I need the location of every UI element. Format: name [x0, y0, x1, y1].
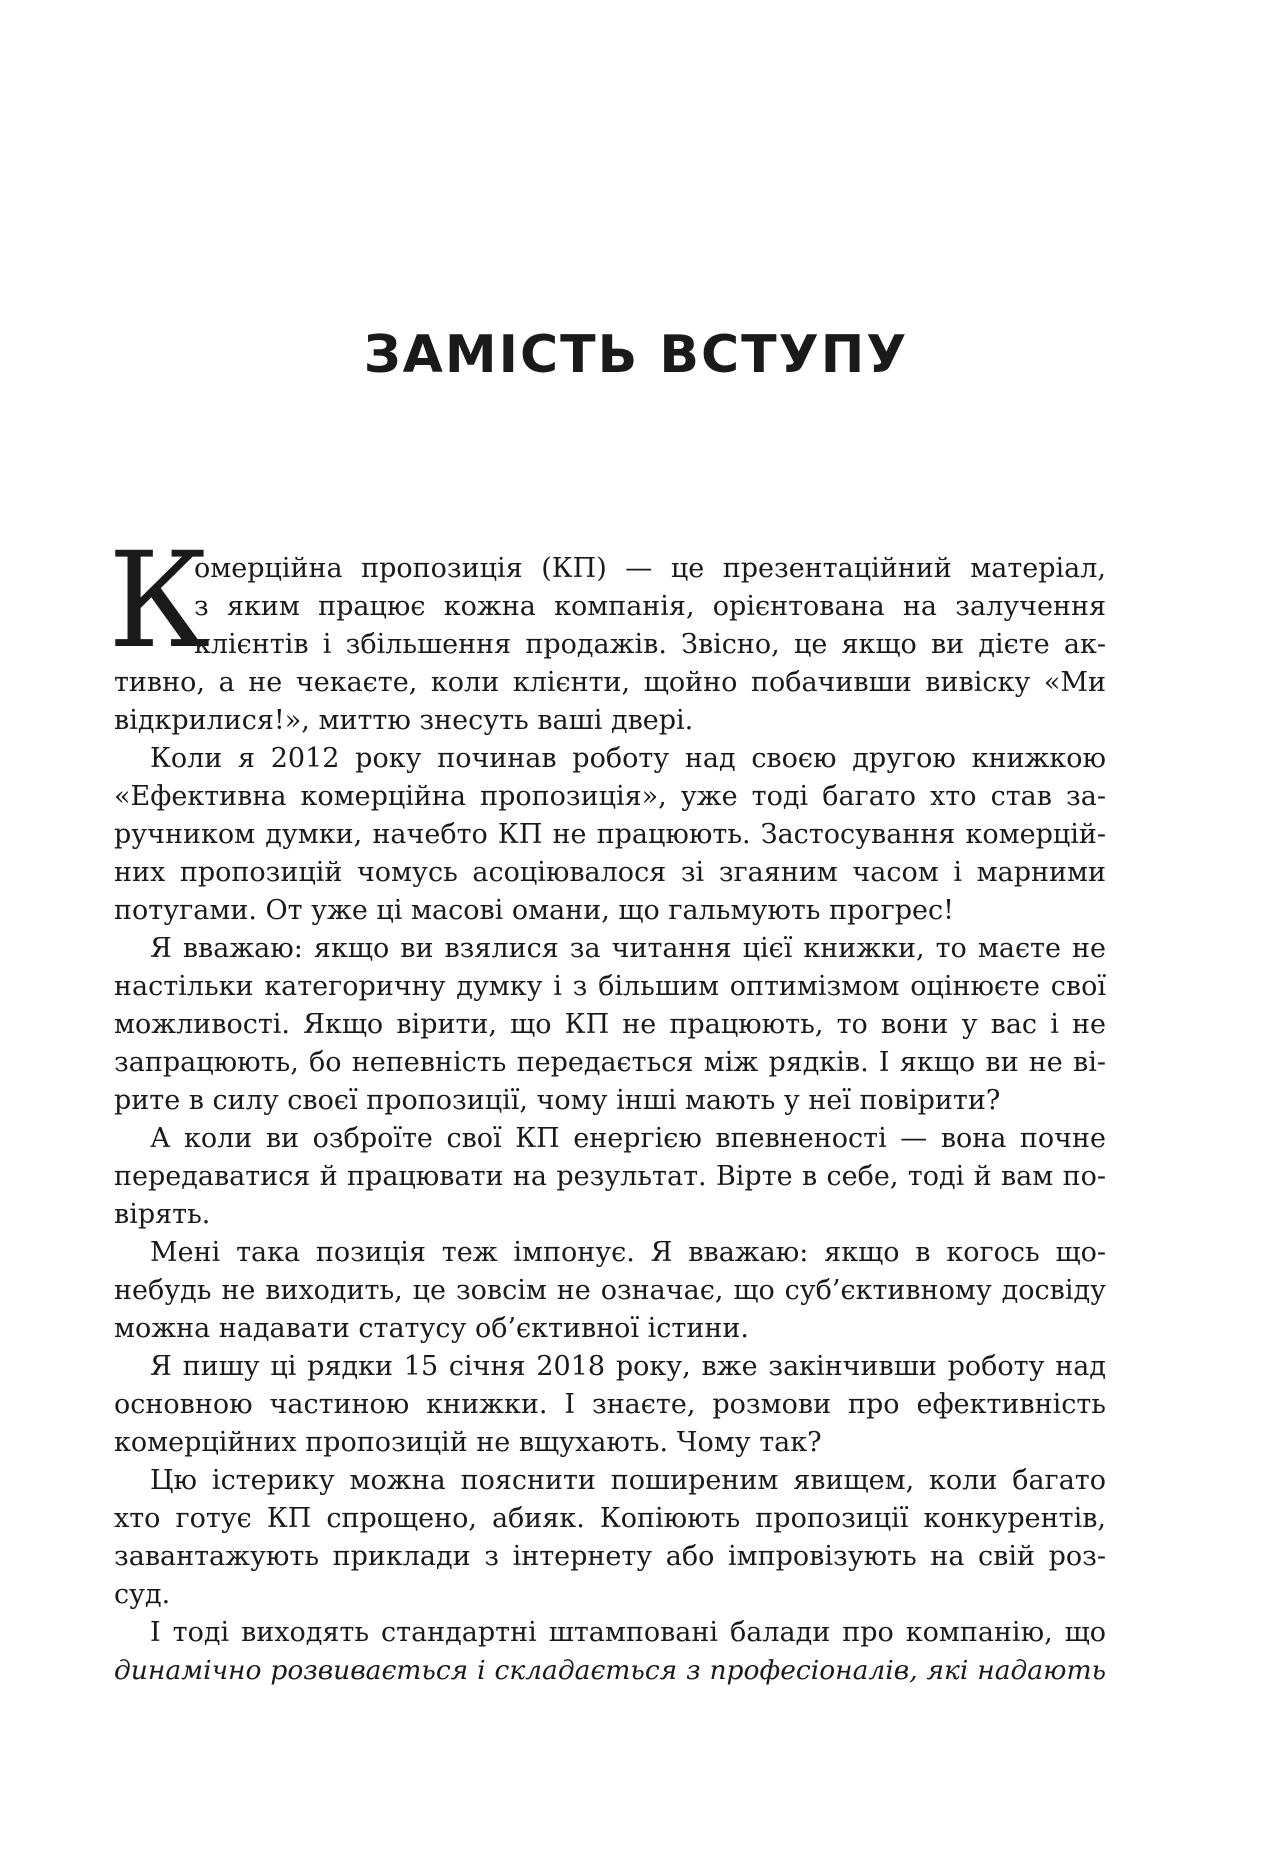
text-line: комерційних пропозицій не вщухають. Чому так? [114, 1427, 822, 1458]
text-line: хто готує КП спрощено, абияк. Копіюють пропозиції конкурентів, [114, 1503, 1106, 1534]
text-line: можливості. Якщо вірити, що КП не працюють, то вони у вас і не [114, 1009, 1106, 1040]
text-line: ручником думки, начебто КП не працюють. Застосування комерцій- [114, 819, 1106, 850]
text-line: запрацюють, бо непевність передається між рядків. І якщо ви не ві- [114, 1047, 1106, 1078]
text-line: Мені така позиція теж імпонує. Я вважаю: якщо в когось що- [150, 1237, 1106, 1268]
text-line: «Ефективна комерційна пропозиція», уже тоді багато хто став за- [114, 781, 1106, 812]
text-line: Я пишу ці рядки 15 січня 2018 року, вже закінчивши роботу над [150, 1351, 1106, 1382]
text-line: Я вважаю: якщо ви взялися за читання цієї книжки, то маєте не [150, 933, 1106, 964]
text-line: клієнтів і збільшення продажів. Звісно, це якщо ви дієте ак- [194, 629, 1106, 660]
text-line: завантажують приклади з інтернету або імпровізують на свій роз- [114, 1541, 1106, 1572]
text-line-italic: динамічно розвивається і складається з професіоналів, які надають [114, 1655, 1106, 1686]
text-line: А коли ви озброїте свої КП енергією впевненості — вона почне [150, 1123, 1106, 1154]
text-line: основною частиною книжки. І знаєте, розмови про ефективність [114, 1389, 1106, 1420]
text-line: них пропозицій чомусь асоціювалося зі згаяним часом і марними [114, 857, 1106, 888]
text-line: суд. [114, 1579, 171, 1610]
text-line: настільки категоричну думку і з більшим оптимізмом оцінюєте свої [114, 971, 1106, 1002]
text-line: потугами. От уже ці масові омани, що гальмують прогрес! [114, 895, 954, 926]
chapter-title: ЗАМІСТЬ ВСТУПУ [363, 325, 909, 385]
text-line: передаватися й працювати на результат. Вірте в себе, тоді й вам по- [114, 1161, 1106, 1192]
body-text [108, 524, 1106, 1690]
text-line: тивно, а не чекаєте, коли клієнти, щойно побачивши вивіску «Ми [114, 667, 1106, 698]
text-line: вірять. [114, 1199, 211, 1230]
text-line: з яким працює кожна компанія, орієнтована на залучення [194, 591, 1106, 622]
text-line: Цю істерику можна пояснити поширеним явищем, коли багато [150, 1465, 1106, 1496]
text-line: можна надавати статусу об’єктивної істини. [114, 1313, 749, 1344]
text-line: Коли я 2012 року починав роботу над своєю другою книжкою [150, 743, 1106, 774]
text-line: омерційна пропозиція (КП) — це презентаційний матеріал, [194, 553, 1106, 584]
text-line: відкрилися!», миттю знесуть ваші двері. [114, 705, 694, 736]
text-line: І тоді виходять стандартні штамповані балади про компанію, що [150, 1617, 1106, 1648]
drop-cap: К [108, 524, 211, 678]
text-line: небудь не виходить, це зовсім не означає, що суб’єктивному досвіду [114, 1275, 1106, 1306]
text-line: рите в силу своєї пропозиції, чому інші мають у неї повірити? [114, 1085, 1001, 1116]
